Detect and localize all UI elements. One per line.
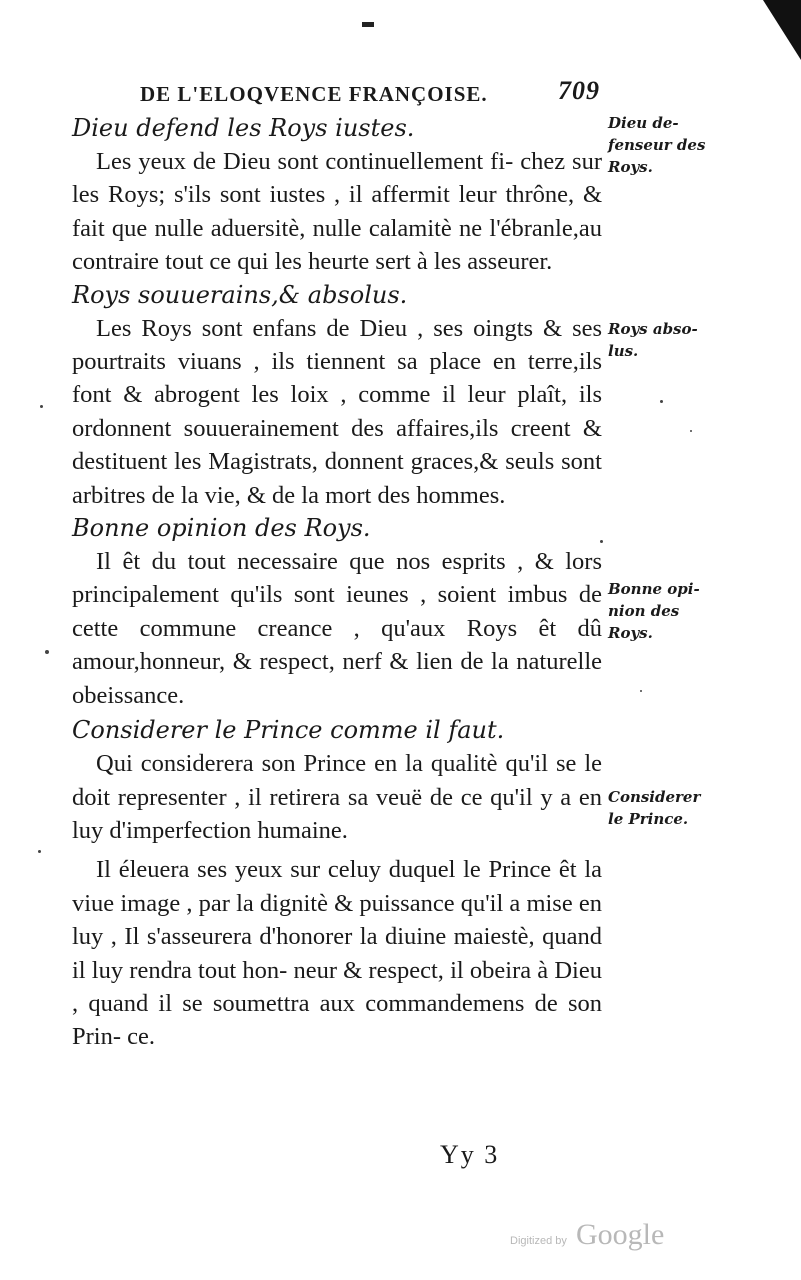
scan-speck (600, 540, 603, 543)
section-heading: Roys souuerains,& absolus. (72, 280, 408, 309)
scan-speck (45, 650, 49, 654)
main-text (72, 112, 602, 1054)
paragraph: Il êt du tout necessaire que nos esprits , & lors principalement qu'ils sont ieunes , soient imbus de cette commune creance , qu'aux Roys êt dû amour,honneur, & respect, nerf & lien de la naturelle obeissance. (72, 548, 603, 709)
ink-mark (362, 22, 374, 27)
paragraph: Il éleuera ses yeux sur celuy duquel le Prince êt la viue image , par la dignitè & puissance qu'il a mise en luy , Il s'asseurera d'honorer la diuine maiestè, quand il luy rendra tout hon- neur & respect, il obeira à Dieu , quand il se soumettra aux commandemens de son Prin- ce. (72, 856, 602, 1051)
page-corner-fold (763, 0, 801, 60)
section-heading: Considerer le Prince comme il faut. (72, 716, 505, 745)
margin-note: Considerer le Prince. (608, 788, 701, 828)
digitization-watermark (510, 1218, 664, 1252)
margin-note: Roys abso- lus. (608, 320, 698, 360)
google-logo: Google (575, 1218, 665, 1251)
scan-speck (690, 430, 692, 432)
scan-speck (40, 405, 43, 408)
paragraph: Les Roys sont enfans de Dieu , ses oingts & ses pourtraits viuans , ils tiennent sa place en terre,ils font & abrogent les loix , comme il leur plaît, ils ordonnent souuerainement des affaires,ils creent & destituent les Magistrats, donnent graces,& seuls sont arbitres de la vie, & de la mort des hommes. (72, 314, 603, 509)
section-heading: Dieu defend les Roys iustes. (72, 114, 415, 142)
watermark-prefix: Digitized by (510, 1235, 567, 1247)
margin-note: Dieu de- fenseur des Roys. (608, 114, 706, 176)
scan-speck (660, 400, 663, 403)
scan-speck (640, 690, 642, 692)
running-head-title: DE L'ELOQVENCE FRANÇOISE. (140, 82, 488, 106)
paragraph: Les yeux de Dieu sont continuellement fi- chez sur les Roys; s'ils sont iustes , il affermit leur thrône, & fait que nulle aduersitè, nulle calamitè ne l'ébranle,au contraire tout ce qui les heurte sert à les asseurer. (72, 148, 602, 276)
margin-note: Bonne opi- nion des Roys. (608, 580, 700, 642)
signature-mark: Yy 3 (440, 1140, 500, 1169)
section-heading: Bonne opinion des Roys. (72, 514, 371, 543)
page-number: 709 (558, 76, 600, 105)
paragraph: Qui considerera son Prince en la qualitè qu'il se le doit representer , il retirera sa veuë de ce qu'il y a en luy d'imperfection humaine. (72, 750, 602, 844)
scan-speck (38, 850, 41, 853)
running-head (140, 76, 600, 112)
